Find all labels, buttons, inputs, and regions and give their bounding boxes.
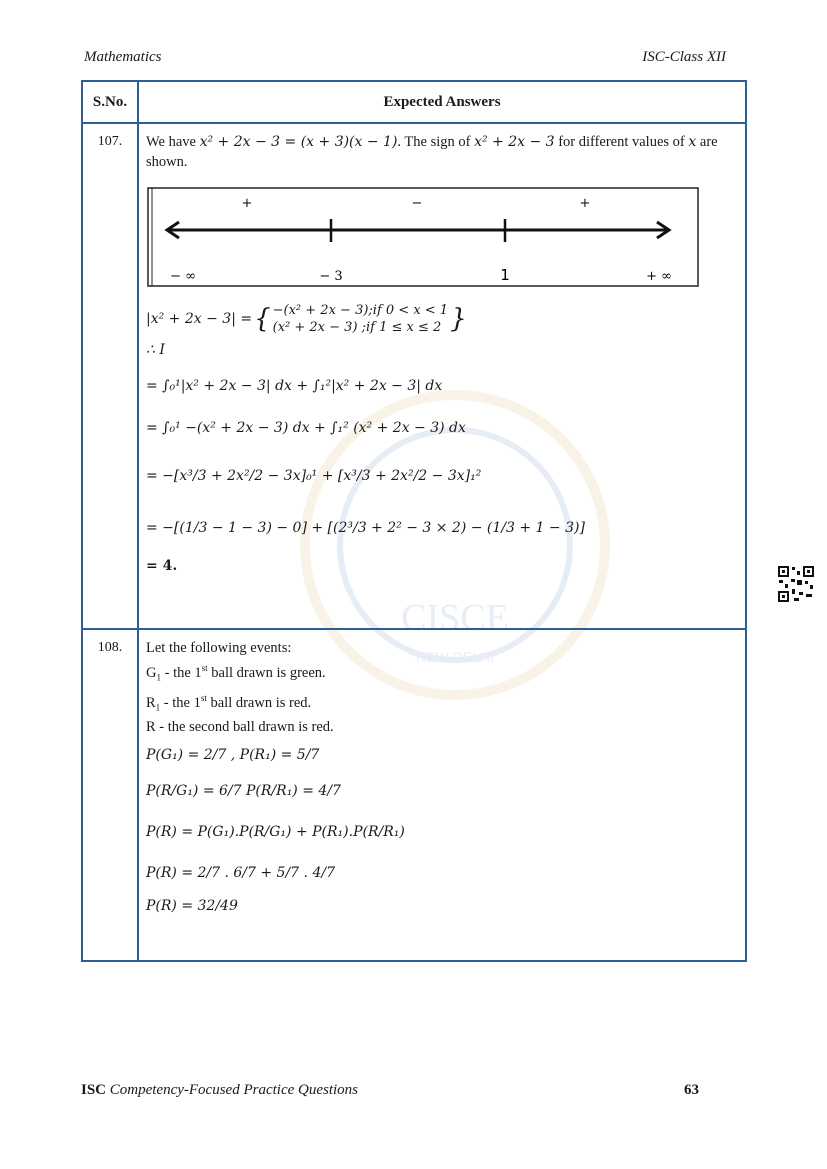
prob-line-3: P(R) = P(G₁).P(R/G₁) + P(R₁).P(R/R₁) bbox=[146, 824, 405, 841]
label-one: 1 bbox=[500, 266, 510, 284]
prob-line-2: P(R/G₁) = 6/7 P(R/R₁) = 4/7 bbox=[146, 783, 341, 800]
label-neg-infinity: − ∞ bbox=[170, 269, 196, 284]
q108-answer bbox=[138, 629, 746, 961]
piecewise-definition: |x² + 2x − 3| = { −(x² + 2x − 3);if 0 < x < 1 (x² + 2x − 3) ;if 1 ≤ x ≤ 2 } bbox=[146, 303, 467, 335]
integral-line-3: = −[x³/3 + 2x²/2 − 3x]₀¹ + [x³/3 + 2x²/2 − 3x]₁² bbox=[146, 468, 482, 484]
col-answers-header: Expected Answers bbox=[138, 81, 746, 123]
footer-title: ISC Competency-Focused Practice Questions bbox=[81, 1082, 359, 1098]
case-one: −(x² + 2x − 3);if 0 < x < 1 bbox=[272, 303, 449, 318]
header-class: ISC-Class XII bbox=[642, 49, 726, 65]
integral-line-2: = ∫₀¹ −(x² + 2x − 3) dx + ∫₁² (x² + 2x − 3) dx bbox=[146, 420, 466, 436]
q107-intro: We have x² + 2x − 3 = (x + 3)(x − 1). The sign of x² + 2x − 3 for different values of x are shown. bbox=[146, 134, 718, 170]
sign-number-line bbox=[147, 187, 699, 287]
page-number: 63 bbox=[684, 1082, 699, 1098]
integral-result: = 4. bbox=[146, 558, 178, 574]
case-two: (x² + 2x − 3) ;if 1 ≤ x ≤ 2 bbox=[272, 320, 442, 335]
q108-number: 108. bbox=[82, 629, 138, 961]
integral-line-1: = ∫₀¹|x² + 2x − 3| dx + ∫₁²|x² + 2x − 3| dx bbox=[146, 378, 443, 394]
q107-answer bbox=[138, 123, 746, 629]
header-subject: Mathematics bbox=[84, 49, 162, 65]
q107-number: 107. bbox=[82, 123, 138, 629]
answers-table bbox=[81, 80, 747, 962]
sign-plus-left: + bbox=[241, 196, 253, 211]
therefore-line: ∴ I bbox=[146, 342, 165, 358]
events-intro: Let the following events: bbox=[146, 640, 292, 656]
prob-result: P(R) = 32/49 bbox=[146, 898, 238, 915]
q107-expr: x² + 2x − 3 bbox=[474, 134, 555, 150]
event-g1: $G_1$ - the 1st ball drawn is green. bbox=[146, 663, 326, 683]
sign-plus-right: + bbox=[579, 196, 591, 211]
integral-line-4: = −[(1/3 − 1 − 3) − 0] + [(2³/3 + 2² − 3 × 2) − (1/3 + 1 − 3)] bbox=[146, 520, 585, 536]
watermark-sub: NEW DELHI bbox=[416, 649, 494, 665]
watermark-text: CISCE bbox=[401, 597, 509, 639]
prob-line-1: P(G₁) = 2/7 , P(R₁) = 5/7 bbox=[146, 747, 320, 764]
label-pos-infinity: + ∞ bbox=[646, 269, 672, 284]
q107-factor-eq: x² + 2x − 3 = (x + 3)(x − 1) bbox=[199, 134, 398, 150]
label-minus-three: − 3 bbox=[319, 269, 343, 284]
qr-code-icon bbox=[777, 565, 815, 603]
event-r1: $R_1$ - the 1st ball drawn is red. bbox=[146, 692, 312, 713]
sign-minus: − bbox=[411, 196, 423, 211]
event-r: R - the second ball drawn is red. bbox=[146, 719, 334, 736]
col-sno-header: S.No. bbox=[82, 81, 138, 123]
prob-line-4: P(R) = 2/7 . 6/7 + 5/7 . 4/7 bbox=[146, 865, 335, 882]
